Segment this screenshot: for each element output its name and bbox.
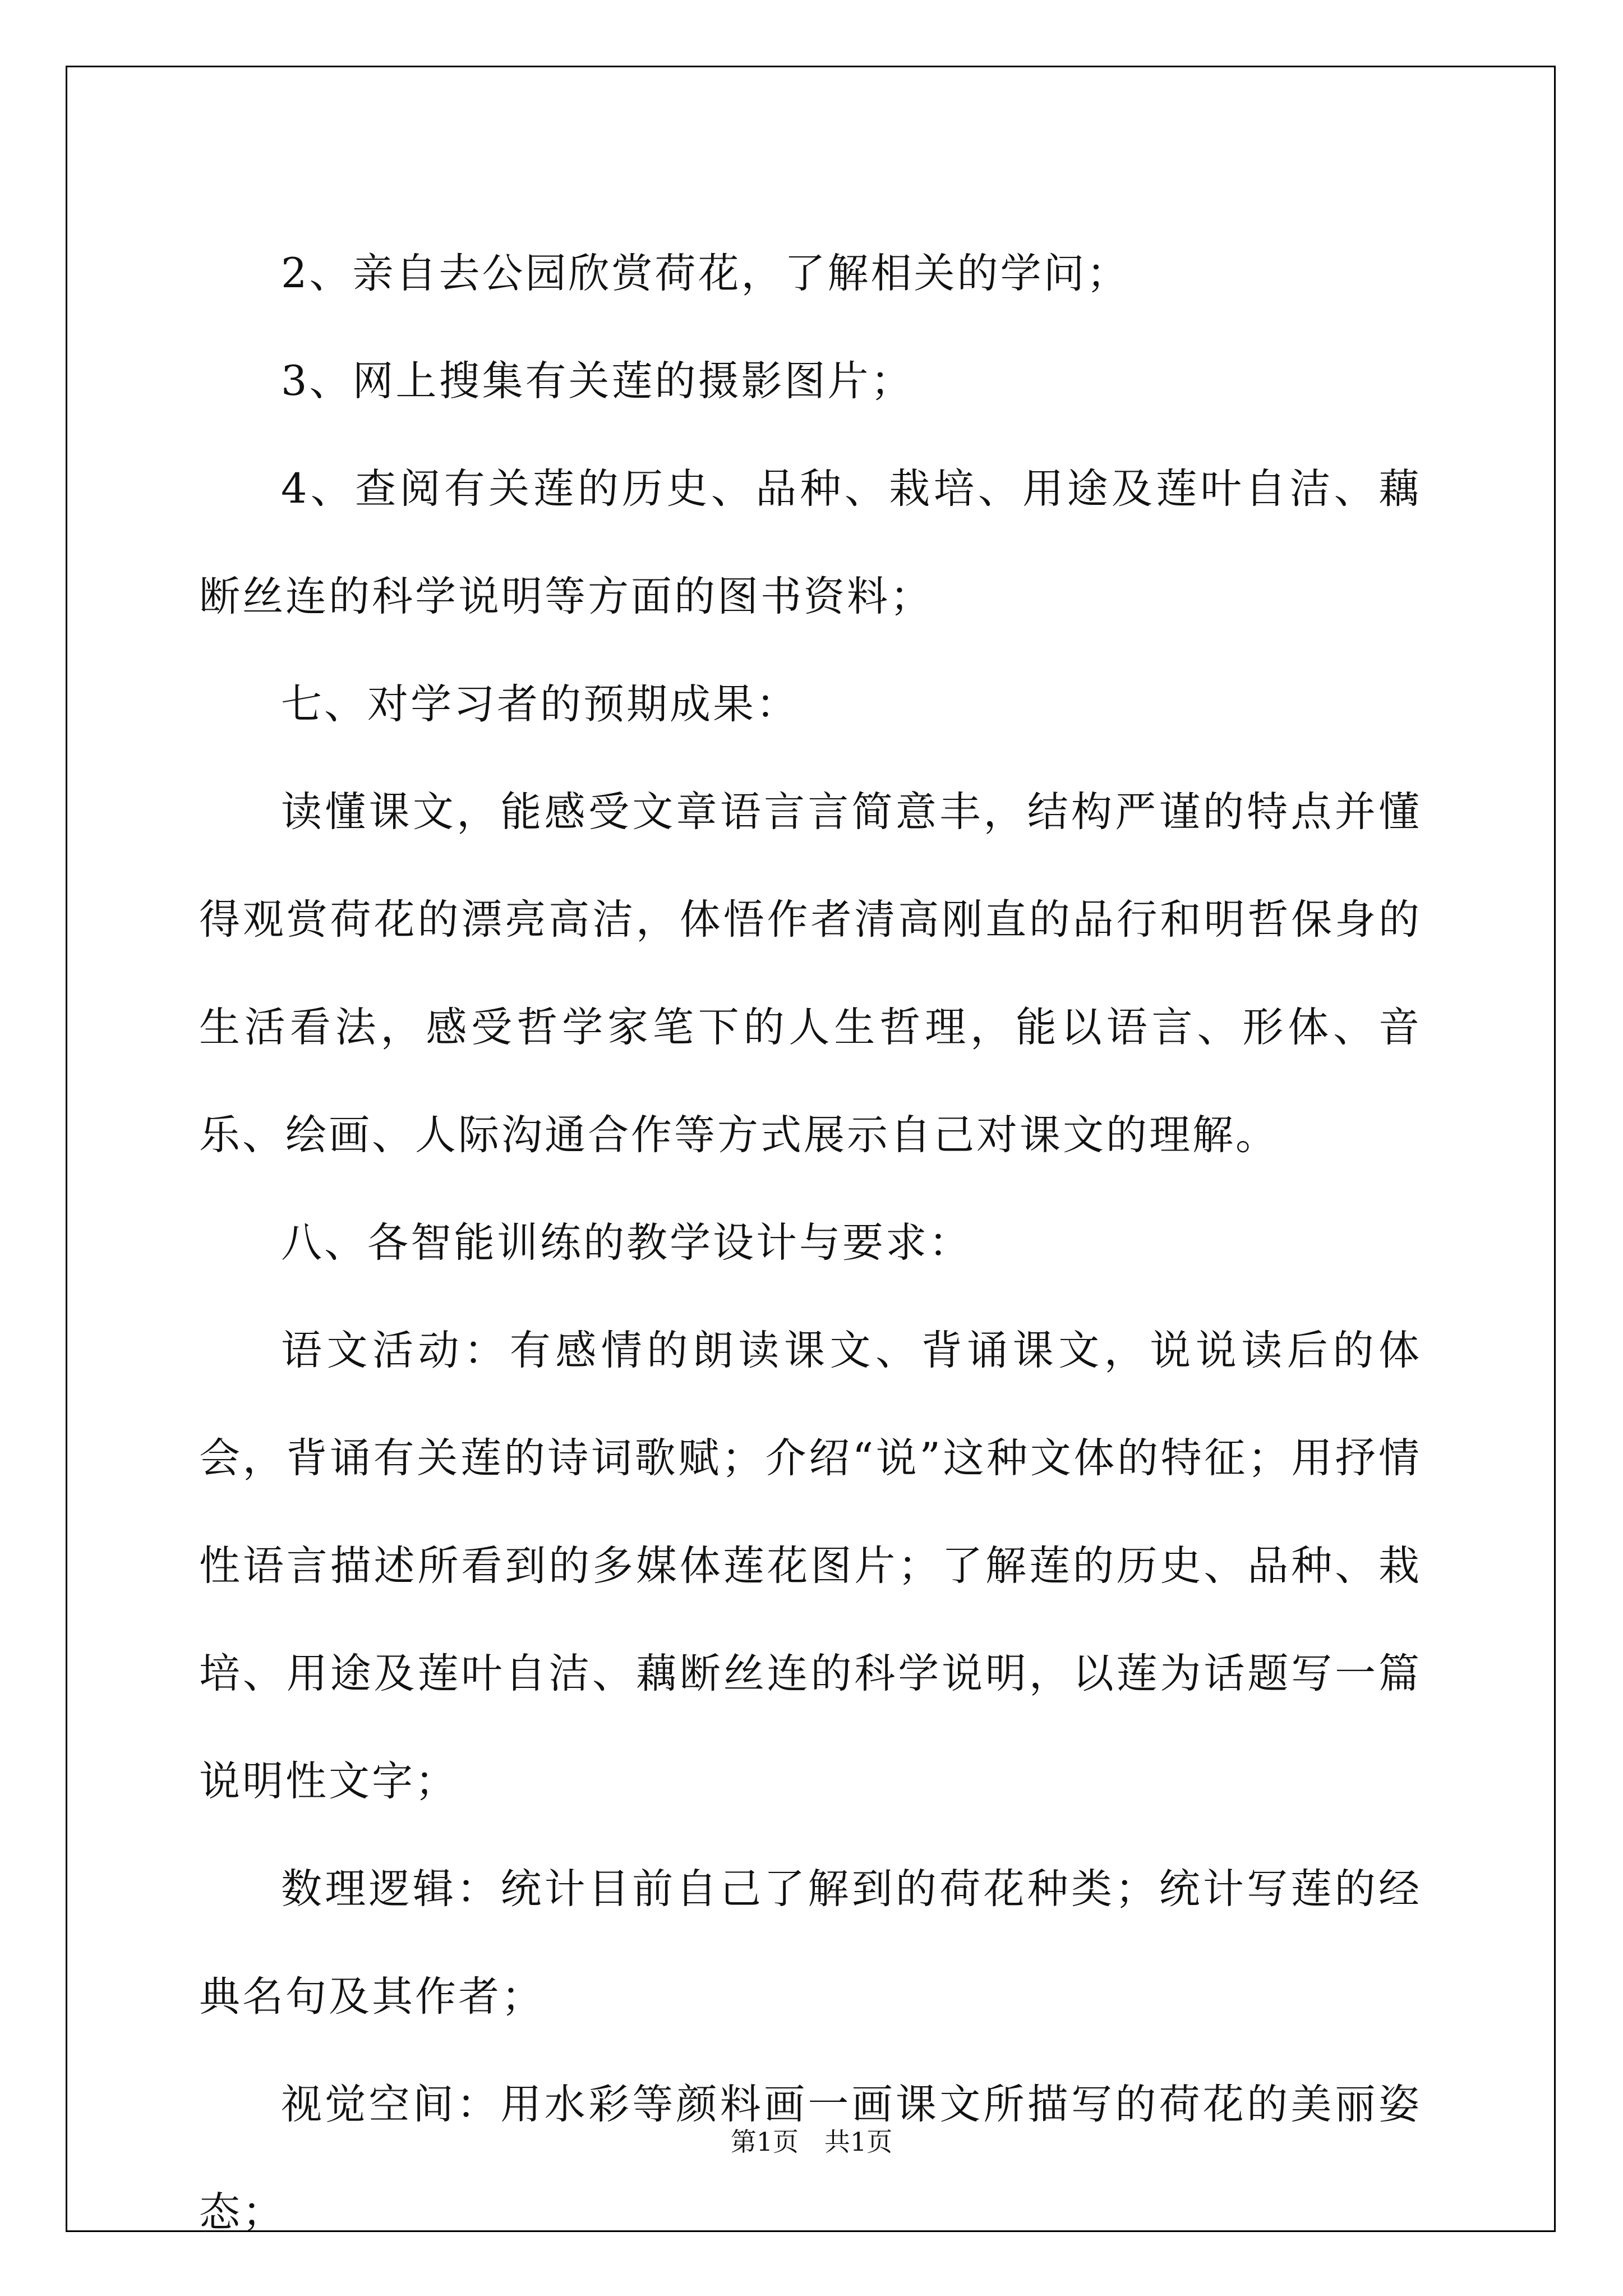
paragraph-language-activity: 语文活动：有感情的朗读课文、背诵课文，说说读后的体会，背诵有关莲的诗词歌赋；介绍“说”这种文体的特征；用抒情性语言描述所看到的多媒体莲花图片；了解莲的历史、品种、栽培、用途及莲叶自洁、藕断丝连的科学说明，以莲为话题写一篇说明性文字； (199, 1327, 1422, 1805)
paragraph-3: 4、查阅有关莲的历史、品种、栽培、用途及莲叶自洁、藕断丝连的科学说明等方面的图书资料； (199, 465, 1422, 620)
paragraph-1: 2、亲自去公园欣赏荷花，了解相关的学问； (281, 250, 1130, 297)
section-heading-7: 七、对学习者的预期成果： (281, 680, 799, 728)
paragraph-expected-results: 读懂课文，能感受文章语言言简意丰，结构严谨的特点并懂得观赏荷花的漂亮高洁，体悟作者清高刚直的品行和明哲保身的生活看法，感受哲学家笔下的人生哲理，能以语言、形体、音乐、绘画、人际沟通合作等方式展示自己对课文的理解。 (199, 788, 1422, 1159)
document-body (199, 220, 1422, 2266)
paragraph-visual-spatial: 视觉空间：用水彩等颜料画一画课文所描写的荷花的美丽姿态； (199, 2081, 1422, 2236)
page-footer: 第1页 共1页 (730, 2127, 893, 2157)
paragraph-2: 3、网上搜集有关莲的摄影图片； (281, 357, 914, 405)
paragraph-logic-math: 数理逻辑：统计目前自己了解到的荷花种类；统计写莲的经典名句及其作者； (199, 1865, 1422, 2021)
section-heading-8: 八、各智能训练的教学设计与要求： (281, 1219, 972, 1267)
